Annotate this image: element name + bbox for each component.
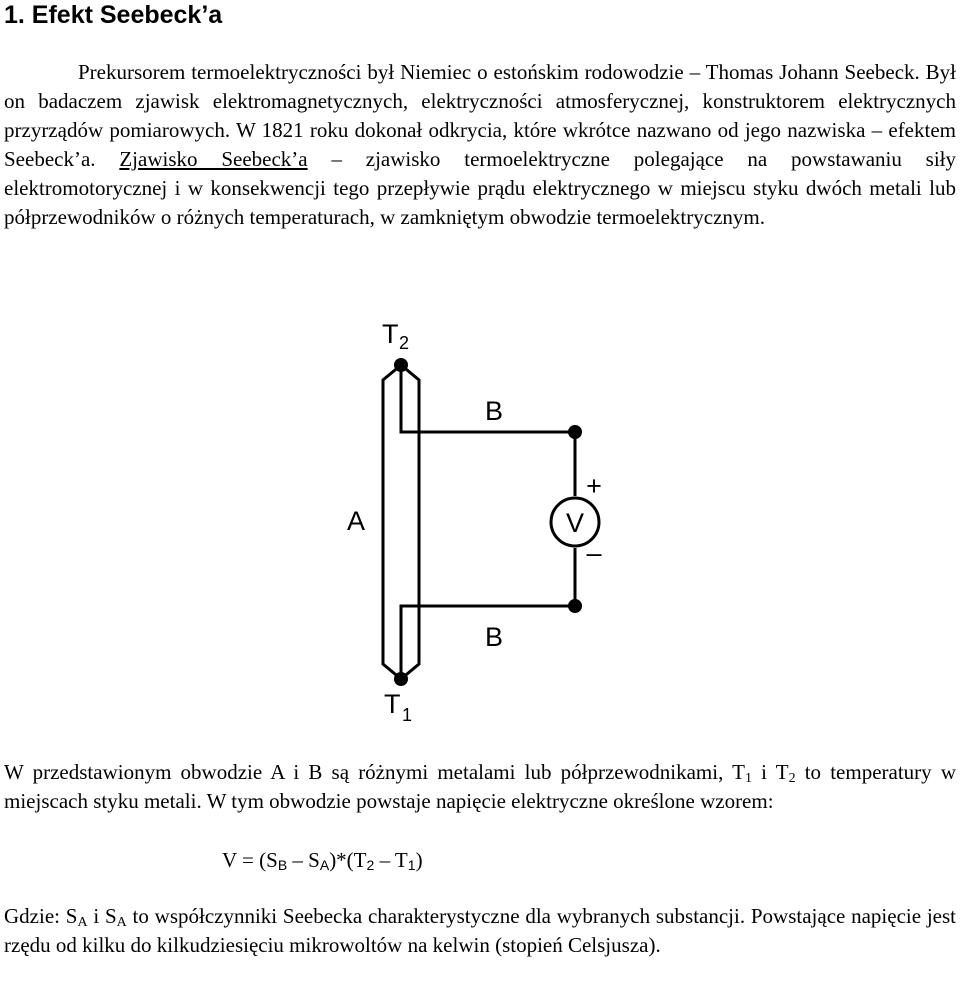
junction-t1-dot [394, 672, 408, 686]
definition-text: – zjawisko termoelektryczne polegające na powstawaniu siły elektromotorycznej i w konsekwencji tego przepływie prądu elektrycznego w miejscu styku dwóch metali lub półprzewodników o różnych temperaturach, w zamkniętym obwodzie termoelektrycznym. [4, 147, 957, 229]
formula-sub-3: 2 [366, 857, 375, 873]
formula-sub-1: B [277, 857, 288, 873]
legend-sub-2: A [116, 915, 127, 930]
junction-b-bottom-dot [568, 599, 582, 613]
seebeck-formula [222, 846, 423, 875]
label-b-top: B [485, 396, 504, 426]
formula-sub-2: A [319, 857, 330, 873]
formula-part-5: ) [415, 848, 423, 872]
legend-sub-1: A [77, 915, 88, 930]
legend-text-3: to współczynniki Seebecka charakterystyczne dla wybranych substancji. Powstające napięcie jest rzędu od kilku do kilkudziesięciu mikrowoltów na kelwin (stopień Celsjusza). [4, 904, 957, 957]
description-paragraph [4, 758, 956, 816]
label-t1: T [384, 689, 401, 719]
junction-t2-dot [394, 358, 408, 372]
intro-text: Prekursorem termoelektryczności był Niemiec o estońskim rodowodzie – Thomas Johann Seebeck. Był on badaczem zjawisk elektromagnetycznych, elektryczności atmosferycznej, konstruktorem elektrycznych przyrządów pomiarowych. W 1821 roku dokonał odkrycia, które wkrótce nazwano od jego nazwiska – efektem Seebeck’a. [4, 60, 956, 171]
label-b-bottom: B [485, 622, 504, 652]
wire-b-bottom [401, 548, 575, 679]
description-text-3: to temperatury w miejscach styku metali. W tym obwodzie powstaje napięcie elektryczne określone wzorem: [4, 760, 956, 813]
legend-text-1: Gdzie: S [4, 904, 78, 928]
legend-text-2: i S [87, 904, 117, 928]
formula-sub-4: 1 [407, 857, 416, 873]
formula-part-1: V = (S [222, 848, 278, 872]
minus-terminal-label: – [586, 538, 602, 568]
formula-part-2: – S [287, 848, 320, 872]
description-sub-2: 2 [788, 771, 796, 786]
page-title: 1. Efekt Seebeck’a [4, 1, 223, 29]
legend-paragraph [4, 902, 956, 960]
voltmeter-label: V [565, 508, 585, 538]
description-sub-1: 1 [744, 771, 752, 786]
description-text-2: i T [751, 760, 789, 784]
plus-terminal-label: + [586, 471, 602, 501]
formula-part-4: – T [374, 848, 408, 872]
junction-b-top-dot [568, 425, 582, 439]
label-a: A [347, 506, 366, 536]
label-t2: T [382, 319, 399, 349]
label-t1-index: 1 [402, 705, 413, 725]
description-text-1: W przedstawionym obwodzie A i B są różnymi metalami lub półprzewodnikami, T [4, 760, 745, 784]
formula-part-3: )*(T [329, 848, 367, 872]
label-t2-index: 2 [399, 333, 410, 353]
wire-b-top [401, 365, 575, 496]
term-seebeck-effect: Zjawisko Seebeck’a [119, 147, 308, 171]
